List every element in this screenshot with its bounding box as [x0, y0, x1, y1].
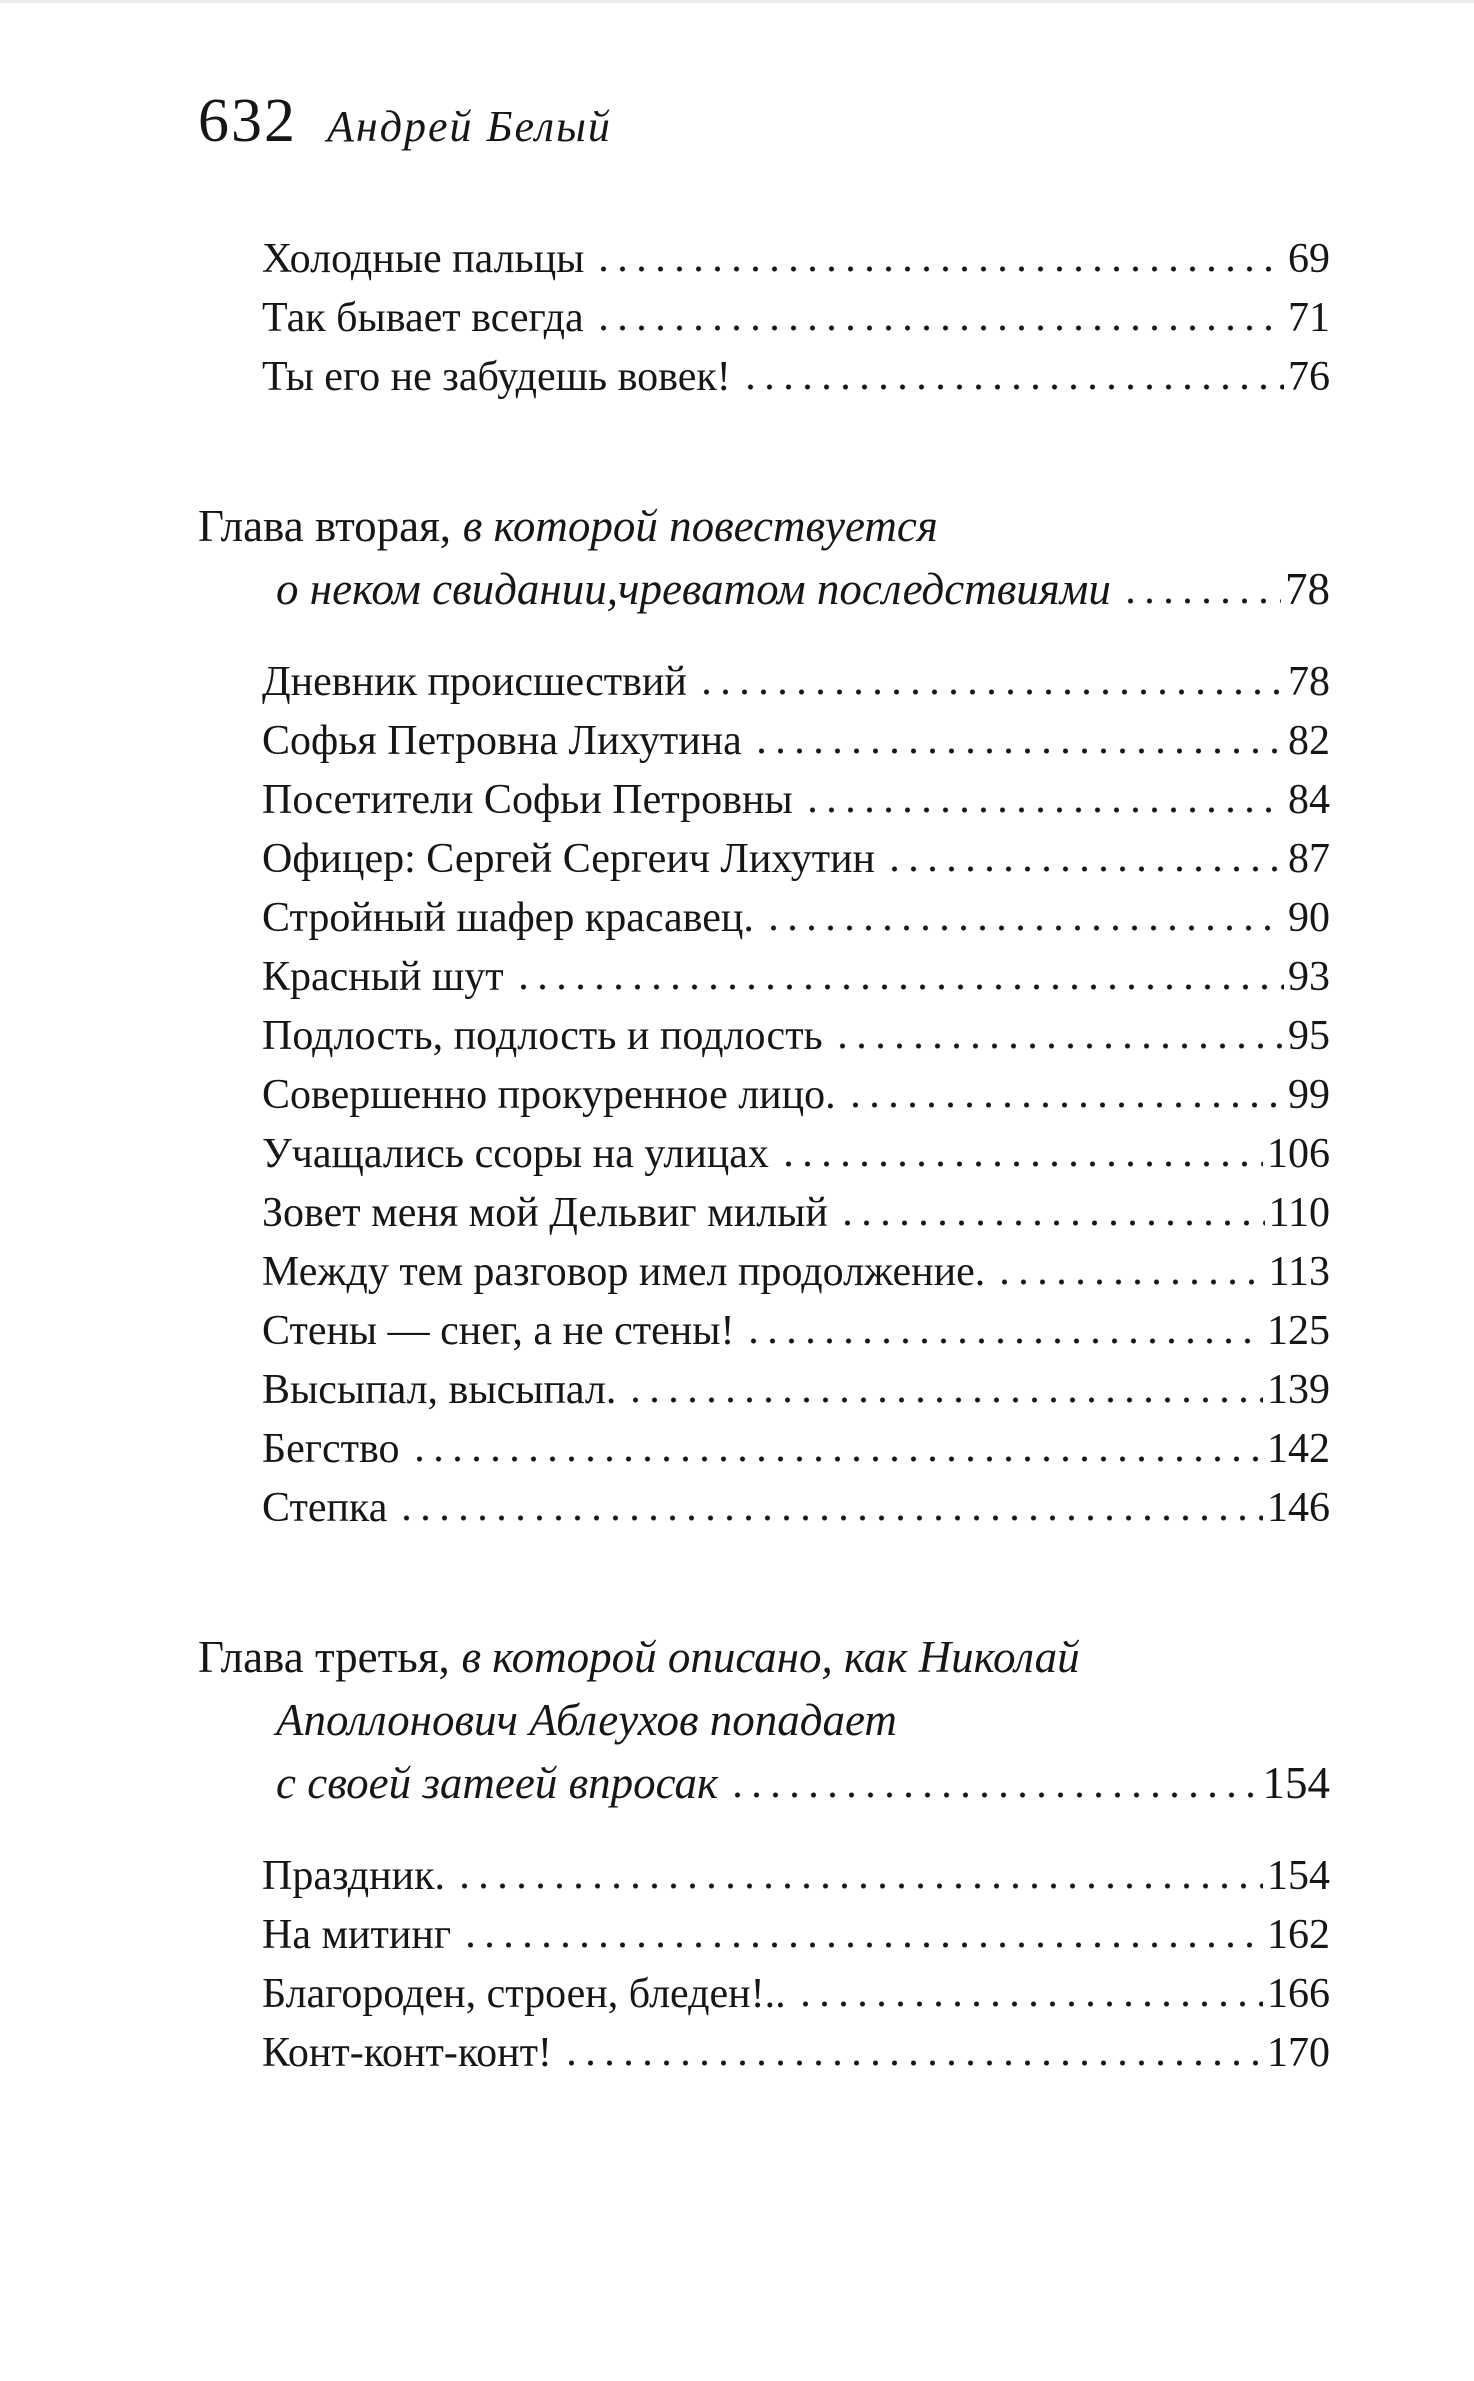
toc-entry-page: 78	[1288, 659, 1330, 705]
dot-leader	[455, 1883, 1263, 1889]
toc-entry-title: Степка	[262, 1485, 388, 1531]
toc-entry	[262, 1847, 1330, 1906]
dot-leader	[514, 984, 1284, 990]
toc-entry-title: Зовет меня мой Дельвиг милый	[262, 1190, 828, 1236]
toc-entry-group	[262, 1847, 1330, 2083]
toc-entry	[262, 1125, 1330, 1184]
toc-entry-title: Между тем разговор имел продолжение.	[262, 1249, 986, 1295]
chapter-page: 78	[1285, 564, 1330, 614]
toc-entry-page: 87	[1288, 836, 1330, 882]
toc-entry	[262, 830, 1330, 889]
toc-entry-title: Праздник.	[262, 1853, 446, 1899]
toc-entry-title: На митинг	[262, 1912, 452, 1958]
table-of-contents	[198, 230, 1330, 2083]
dot-leader	[796, 2001, 1263, 2007]
chapter-heading	[198, 1626, 1330, 1815]
toc-entry-title: Подлость, подлость и подлость	[262, 1013, 823, 1059]
toc-entry	[262, 1361, 1330, 1420]
toc-entry-title: Красный шут	[262, 954, 504, 1000]
chapter-page: 154	[1262, 1758, 1330, 1808]
toc-entry-title: Посетители Софьи Петровны	[262, 777, 793, 823]
dot-leader	[594, 325, 1284, 331]
folio-number: 632	[198, 87, 297, 155]
toc-entry	[262, 1965, 1330, 2024]
toc-entry-title: Стройный шафер красавец.	[262, 895, 754, 941]
toc-entry	[262, 712, 1330, 771]
toc-entry-page: 90	[1288, 895, 1330, 941]
page-header	[198, 87, 1330, 155]
toc-entry-page: 166	[1267, 1971, 1330, 2017]
dot-leader	[779, 1161, 1263, 1167]
chapter-subtitle-line: Аполлонович Аблеухов попадает	[276, 1695, 897, 1745]
toc-entry-title: Высыпал, высыпал.	[262, 1367, 617, 1413]
dot-leader	[885, 866, 1284, 872]
toc-entry	[262, 1184, 1330, 1243]
toc-entry-page: 162	[1267, 1912, 1330, 1958]
dot-leader	[803, 807, 1284, 813]
toc-entry	[262, 1302, 1330, 1361]
toc-entry	[262, 653, 1330, 712]
toc-entry-page: 106	[1267, 1131, 1330, 1177]
toc-entry	[262, 1007, 1330, 1066]
chapter-subtitle-line: о неком свидании,чреватом последствиями	[276, 564, 1111, 614]
dot-leader	[995, 1279, 1264, 1285]
toc-entry-group	[262, 230, 1330, 407]
toc-entry-page: 125	[1267, 1308, 1330, 1354]
toc-entry	[262, 1479, 1330, 1538]
chapter-heading-continuation-line	[276, 1752, 1330, 1815]
dot-leader	[1121, 598, 1281, 604]
dot-leader	[752, 748, 1284, 754]
dot-leader	[764, 925, 1284, 931]
chapter-label: Глава вторая,	[198, 501, 452, 551]
toc-entry-page: 84	[1288, 777, 1330, 823]
toc-entry-page: 82	[1288, 718, 1330, 764]
dot-leader	[744, 1338, 1263, 1344]
dot-leader	[626, 1397, 1263, 1403]
chapter-heading-first-line	[198, 1626, 1330, 1689]
toc-entry-title: Совершенно прокуренное лицо.	[262, 1072, 836, 1118]
dot-leader	[846, 1102, 1284, 1108]
toc-entry-title: Стены — снег, а не стены!	[262, 1308, 735, 1354]
dot-leader	[461, 1942, 1263, 1948]
toc-entry	[262, 348, 1330, 407]
toc-entry-title: Бегство	[262, 1426, 400, 1472]
dot-leader	[594, 266, 1284, 272]
toc-entry-page: 170	[1267, 2030, 1330, 2076]
toc-entry-page: 142	[1267, 1426, 1330, 1472]
chapter-subtitle-line: с своей затеей впросак	[276, 1758, 719, 1808]
toc-entry-page: 154	[1267, 1853, 1330, 1899]
dot-leader	[562, 2060, 1263, 2066]
toc-entry	[262, 1420, 1330, 1479]
toc-entry-title: Софья Петровна Лихутина	[262, 718, 742, 764]
toc-entry-page: 99	[1288, 1072, 1330, 1118]
toc-entry-page: 139	[1267, 1367, 1330, 1413]
toc-entry-title: Так бывает всегда	[262, 295, 584, 341]
toc-entry	[262, 289, 1330, 348]
toc-entry	[262, 889, 1330, 948]
chapter-label: Глава третья,	[198, 1632, 450, 1682]
toc-entry	[262, 771, 1330, 830]
dot-leader	[728, 1792, 1258, 1798]
toc-entry-page: 95	[1288, 1013, 1330, 1059]
dot-leader	[697, 689, 1284, 695]
toc-entry-title: Ты его не забудешь вовек!	[262, 354, 731, 400]
toc-entry	[262, 948, 1330, 1007]
chapter-subtitle: в которой повествуется	[462, 501, 938, 551]
toc-entry-title: Благороден, строен, бледен!..	[262, 1971, 786, 2017]
toc-entry-page: 113	[1268, 1249, 1330, 1295]
toc-entry-page: 76	[1288, 354, 1330, 400]
toc-entry-title: Учащались ссоры на улицах	[262, 1131, 769, 1177]
toc-entry	[262, 2024, 1330, 2083]
toc-entry-title: Конт-конт-конт!	[262, 2030, 552, 2076]
dot-leader	[838, 1220, 1265, 1226]
toc-entry-page: 93	[1288, 954, 1330, 1000]
dot-leader	[833, 1043, 1284, 1049]
dot-leader	[741, 384, 1284, 390]
chapter-subtitle: в которой описано, как Николай	[461, 1632, 1080, 1682]
toc-entry	[262, 1906, 1330, 1965]
toc-entry-title: Холодные пальцы	[262, 236, 585, 282]
toc-entry	[262, 230, 1330, 289]
toc-entry-page: 71	[1288, 295, 1330, 341]
toc-entry-title: Дневник происшествий	[262, 659, 687, 705]
chapter-heading-continuation-line	[276, 1689, 1330, 1752]
chapter-heading-continuation-line	[276, 558, 1330, 621]
toc-entry	[262, 1243, 1330, 1302]
toc-entry	[262, 1066, 1330, 1125]
dot-leader	[397, 1515, 1263, 1521]
toc-entry-page: 110	[1268, 1190, 1330, 1236]
toc-entry-page: 146	[1267, 1485, 1330, 1531]
chapter-heading	[198, 495, 1330, 621]
toc-entry-group	[262, 653, 1330, 1538]
toc-entry-title: Офицер: Сергей Сергеич Лихутин	[262, 836, 876, 882]
toc-entry-page: 69	[1288, 236, 1330, 282]
dot-leader	[410, 1456, 1263, 1462]
chapter-heading-first-line	[198, 495, 1330, 558]
running-author: Андрей Белый	[327, 102, 612, 151]
